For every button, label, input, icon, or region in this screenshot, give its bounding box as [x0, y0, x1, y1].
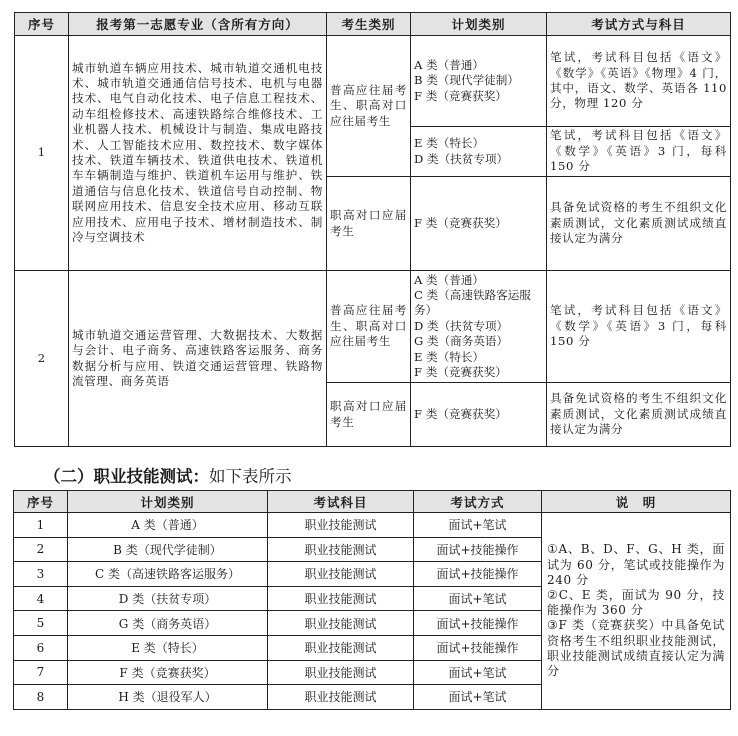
- plan-cell: D 类（扶贫专项）: [68, 586, 268, 611]
- exam-description: 笔试，考试科目包括《语文》《数学》《英语》《物理》4 门，其中，语文、数学、英语各 110 分，物理 120 分: [547, 36, 731, 127]
- method-cell: 面试+技能操作: [414, 562, 542, 587]
- section-suffix: 如下表所示: [209, 467, 292, 486]
- exam-description: 笔试，考试科目包括《语文》《数学》《英语》3 门，每科 150 分: [547, 271, 731, 383]
- method-cell: 面试+笔试: [414, 513, 542, 538]
- exam-description: 具备免试资格的考生不组织文化素质测试，文化素质测试成绩直接认定为满分: [547, 383, 731, 447]
- student-category: 职高对口应届考生: [327, 177, 411, 271]
- plan-item: F 类（竞赛获奖）: [414, 365, 507, 380]
- header-notes: 说 明: [542, 491, 731, 513]
- note-item: ②C、E 类，面试为 90 分，技能操作为 360 分: [547, 588, 725, 618]
- student-category: 职高对口应届考生: [327, 383, 411, 447]
- header-exam: 考试方式与科目: [547, 13, 731, 36]
- table2-header-row: [14, 491, 731, 513]
- plan-cell: E 类（特长）: [68, 635, 268, 660]
- plan-list: [411, 383, 547, 447]
- plan-item: F 类（竞赛获奖）: [414, 88, 507, 103]
- major-list: 城市轨道交通运营管理、大数据技术、大数据与会计、电子商务、高速铁路客运服务、商务数据分析与应用、铁道交通运营管理、铁路物流管理、商务英语: [69, 271, 327, 447]
- method-cell: 面试+笔试: [414, 660, 542, 685]
- row-no: 3: [14, 562, 68, 587]
- subject-cell: 职业技能测试: [268, 562, 414, 587]
- plan-cell: F 类（竞赛获奖）: [68, 660, 268, 685]
- header-no: 序号: [14, 491, 68, 513]
- header-category: 考生类别: [327, 13, 411, 36]
- major-list: 城市轨道车辆应用技术、城市轨道交通机电技术、城市轨道交通通信信号技术、电机与电器技术、电气自动化技术、电子信息工程技术、动车组检修技术、高速铁路综合维修技术、工业机器人技术、机械设计与制造、集成电路技术、人工智能技术应用、数控技术、数字媒体技术、铁道车辆技术、铁道供电技术、铁道机车车辆制造与维护、铁道机车运用与维护、铁道通信与信息化技术、铁道信号自动控制、物联网应用技术、信息安全技术应用、移动互联应用技术、应用电子技术、增材制造技术、制冷与空调技术: [69, 36, 327, 271]
- table-row: [14, 513, 731, 538]
- table-row: [15, 271, 731, 383]
- plan-item: D 类（扶贫专项）: [414, 318, 509, 333]
- plan-list: [411, 177, 547, 271]
- plan-item: E 类（特长）: [414, 349, 485, 364]
- exam-description: 具备免试资格的考生不组织文化素质测试，文化素质测试成绩直接认定为满分: [547, 177, 731, 271]
- header-plan: 计划类别: [68, 491, 268, 513]
- note-item: ③F 类（竞赛获奖）中具备免试资格考生不组织职业技能测试，职业技能测试成绩直接认定为满分: [547, 618, 725, 679]
- plan-item: B 类（现代学徒制）: [414, 73, 519, 88]
- plan-cell: B 类（现代学徒制）: [68, 537, 268, 562]
- header-major: 报考第一志愿专业（含所有方向）: [69, 13, 327, 36]
- plan-item: E 类（特长）: [414, 136, 485, 151]
- plan-item: D 类（扶贫专项）: [414, 151, 509, 166]
- plan-item: C 类（高速铁路客运服务）: [414, 287, 531, 318]
- student-category: 普高应往届考生、职高对口应往届考生: [327, 36, 411, 177]
- section-heading: [44, 463, 292, 487]
- row-no: 1: [14, 513, 68, 538]
- method-cell: 面试+技能操作: [414, 537, 542, 562]
- row-no: 1: [15, 36, 69, 271]
- method-cell: 面试+技能操作: [414, 635, 542, 660]
- table-row: [15, 36, 731, 127]
- subject-cell: 职业技能测试: [268, 537, 414, 562]
- row-no: 8: [14, 685, 68, 710]
- subject-cell: 职业技能测试: [268, 635, 414, 660]
- method-cell: 面试+笔试: [414, 685, 542, 710]
- student-category: 普高应往届考生、职高对口应往届考生: [327, 271, 411, 383]
- note-item: ①A、B、D、F、G、H 类，面试为 60 分，笔试或技能操作为 240 分: [547, 542, 725, 587]
- plan-item: F 类（竞赛获奖）: [414, 215, 507, 230]
- plan-list: [411, 36, 547, 127]
- header-no: 序号: [15, 13, 69, 36]
- plan-cell: G 类（商务英语）: [68, 611, 268, 636]
- header-method: 考试方式: [414, 491, 542, 513]
- admission-table: [14, 12, 731, 447]
- subject-cell: 职业技能测试: [268, 586, 414, 611]
- plan-item: F 类（竞赛获奖）: [414, 406, 507, 421]
- skill-test-table: [13, 490, 731, 710]
- row-no: 4: [14, 586, 68, 611]
- plan-item: G 类（商务英语）: [414, 334, 509, 349]
- row-no: 2: [14, 537, 68, 562]
- table1-header-row: [15, 13, 731, 36]
- plan-list: [411, 127, 547, 177]
- plan-list: [411, 271, 547, 383]
- subject-cell: 职业技能测试: [268, 611, 414, 636]
- plan-item: A 类（普通）: [414, 57, 485, 72]
- header-plan: 计划类别: [411, 13, 547, 36]
- row-no: 7: [14, 660, 68, 685]
- exam-description: 笔试，考试科目包括《语文》《数学》《英语》3 门，每科 150 分: [547, 127, 731, 177]
- plan-cell: H 类（退役军人）: [68, 685, 268, 710]
- plan-item: A 类（普通）: [414, 272, 485, 287]
- header-subject: 考试科目: [268, 491, 414, 513]
- plan-cell: C 类（高速铁路客运服务）: [68, 562, 268, 587]
- method-cell: 面试+技能操作: [414, 611, 542, 636]
- section-title: （二）职业技能测试：: [44, 467, 209, 486]
- notes-cell: [542, 513, 731, 710]
- subject-cell: 职业技能测试: [268, 685, 414, 710]
- row-no: 6: [14, 635, 68, 660]
- row-no: 2: [15, 271, 69, 447]
- row-no: 5: [14, 611, 68, 636]
- method-cell: 面试+笔试: [414, 586, 542, 611]
- subject-cell: 职业技能测试: [268, 660, 414, 685]
- plan-cell: A 类（普通）: [68, 513, 268, 538]
- subject-cell: 职业技能测试: [268, 513, 414, 538]
